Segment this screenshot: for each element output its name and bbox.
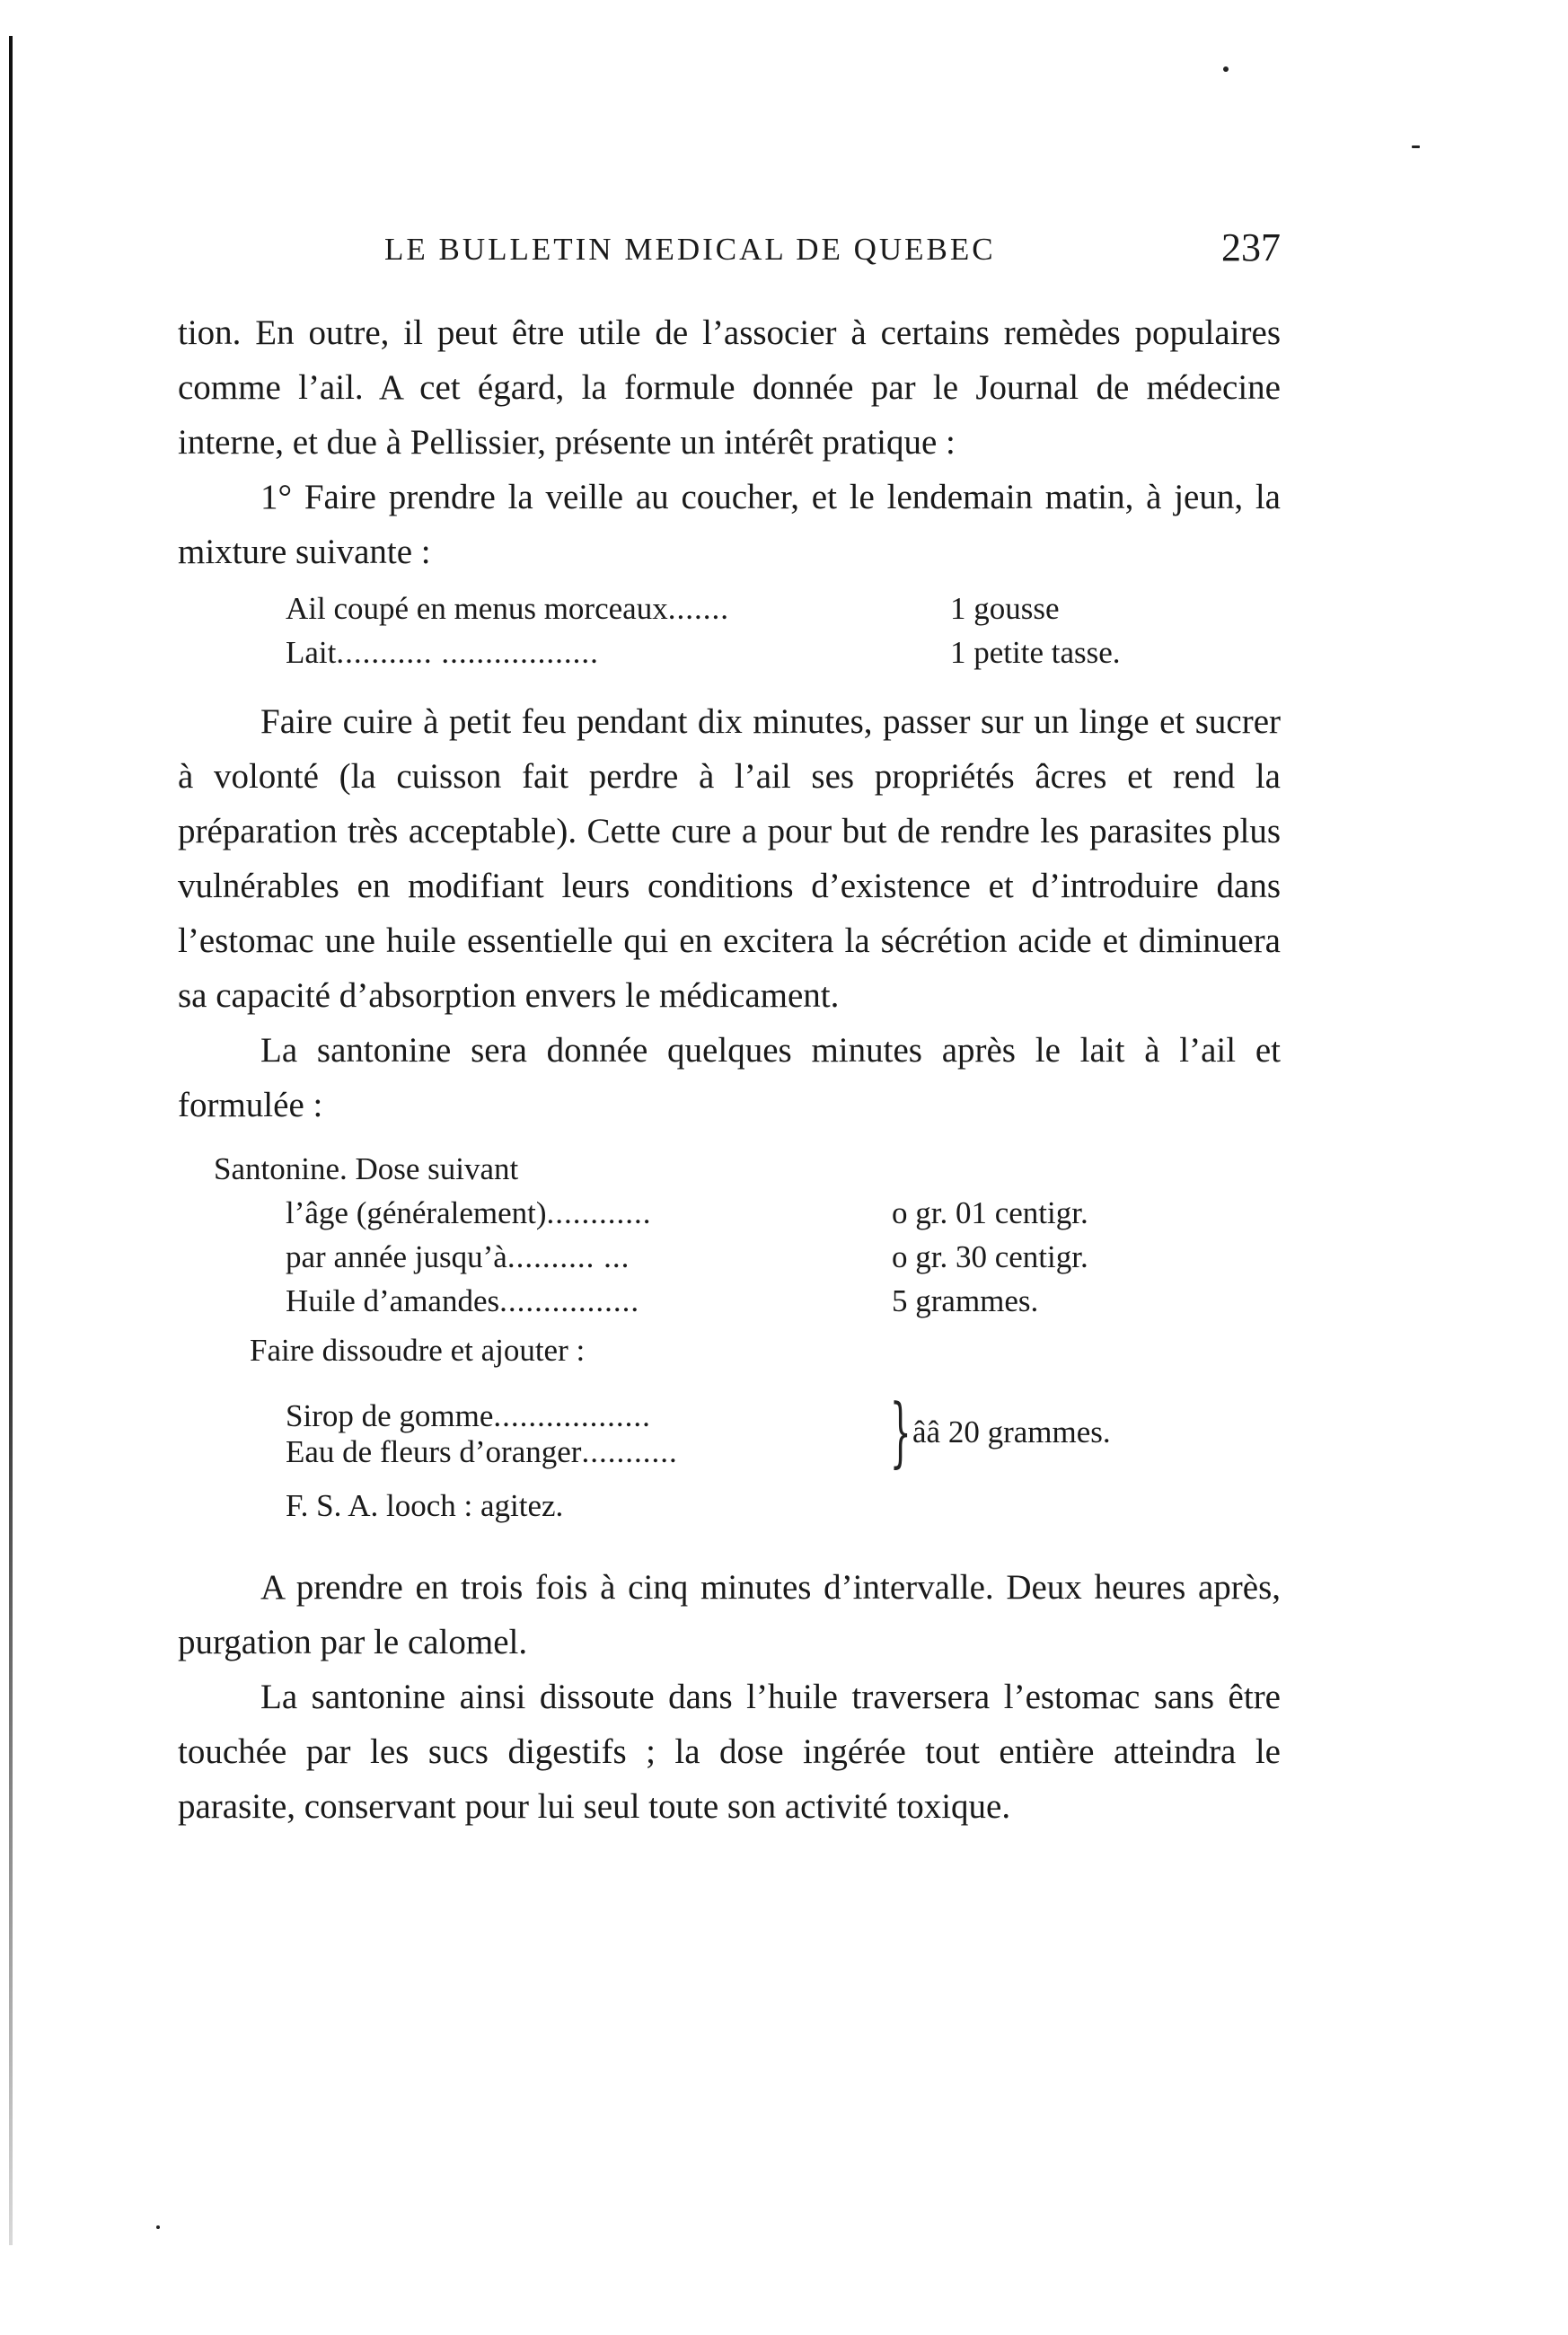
ingredient-name: Huile d’amandes	[286, 1283, 500, 1318]
page-header	[178, 225, 1281, 278]
ingredient-quantity: o gr. 01 centigr.	[892, 1195, 1088, 1230]
recipe-row	[178, 630, 1281, 674]
recipe-row	[178, 1191, 1281, 1235]
ingredient-quantity: 5 grammes.	[892, 1283, 1039, 1318]
leader-dots: .......... ...	[507, 1239, 630, 1274]
ink-speck	[156, 2225, 160, 2229]
paragraph-3: Faire cuire à petit feu pendant dix minutes, passer sur un linge et sucrer à volonté (la cuisson fait perdre à l’ail ses propriétés âcres et rend la préparation très acceptable). Cette cure a pour but de rendre les parasites plus vulnérables en modifiant leurs conditions d’existence et d’introduire dans l’estomac une huile essentielle qui en excitera la sécrétion acide et diminuera sa capacité d’absorption envers le médicament.	[178, 702, 1281, 1015]
recipe-instruction: Faire dissoudre et ajouter :	[250, 1333, 586, 1368]
ingredient-name: Eau de fleurs d’oranger	[286, 1434, 582, 1469]
combined-quantity: ââ 20 grammes.	[912, 1414, 1111, 1449]
ingredient-name: Ail coupé en menus morceaux	[286, 591, 668, 626]
leader-dots: .......	[667, 591, 729, 626]
ingredient-name: Lait	[286, 635, 337, 670]
recipe-instruction-row	[178, 1328, 1281, 1372]
recipe-heading-row	[178, 1147, 1281, 1191]
paragraph-6: La santonine ainsi dissoute dans l’huile traversera l’estomac sans être touchée par les sucs digestifs ; la dose ingérée tout entière atteindra le parasite, conservant pour lui seul toute son activité toxique.	[178, 1678, 1281, 1826]
ink-speck	[1223, 66, 1229, 72]
recipe-row	[178, 586, 1281, 630]
recipe-row	[178, 1430, 1281, 1469]
page-body	[178, 305, 1281, 1834]
paragraph-2: 1° Faire prendre la veille au coucher, et le lendemain matin, à jeun, la mixture suivante :	[178, 478, 1281, 571]
paragraph-1: tion. En outre, il peut être utile de l’associer à certains remèdes populaires comme l’ail. A cet égard, la formule donnée par le Journal de médecine interne, et due à Pellissier, présente un intérêt pratique :	[178, 313, 1281, 462]
recipe-garlic-milk	[178, 586, 1281, 676]
right-brace: }	[889, 1388, 912, 1476]
recipe-row	[178, 1279, 1281, 1323]
paragraph-4: La santonine sera donnée quelques minutes après le lait à l’ail et formulée :	[178, 1031, 1281, 1124]
leader-dots: ............	[546, 1195, 652, 1230]
ingredient-name: l’âge (généralement)	[286, 1195, 547, 1230]
leader-dots: ........... ..................	[336, 635, 599, 670]
ingredient-name: par année jusqu’à	[286, 1239, 507, 1274]
page-number: 237	[1221, 225, 1281, 269]
ingredient-quantity: o gr. 30 centigr.	[892, 1239, 1088, 1274]
ingredient-name: Sirop de gomme	[286, 1398, 494, 1433]
ink-speck	[1412, 145, 1420, 148]
recipe-final-row	[178, 1484, 1281, 1528]
ingredient-quantity: 1 gousse	[950, 591, 1060, 626]
leader-dots: ..................	[493, 1398, 651, 1433]
recipe-final: F. S. A. looch : agitez.	[286, 1488, 564, 1523]
paragraph-5: A prendre en trois fois à cinq minutes d’intervalle. Deux heures après, purgation par le calomel.	[178, 1568, 1281, 1661]
recipe-heading: Santonine. Dose suivant	[214, 1151, 519, 1186]
brace-group	[178, 1388, 1281, 1482]
running-title: LE BULLETIN MEDICAL DE QUEBEC	[384, 232, 996, 267]
leader-dots: ...........	[581, 1434, 678, 1469]
ingredient-quantity: 1 petite tasse.	[950, 635, 1121, 670]
page-edge-shadow	[9, 36, 13, 2245]
leader-dots: ................	[499, 1283, 640, 1318]
recipe-santonine	[178, 1147, 1281, 1542]
recipe-row	[178, 1235, 1281, 1279]
